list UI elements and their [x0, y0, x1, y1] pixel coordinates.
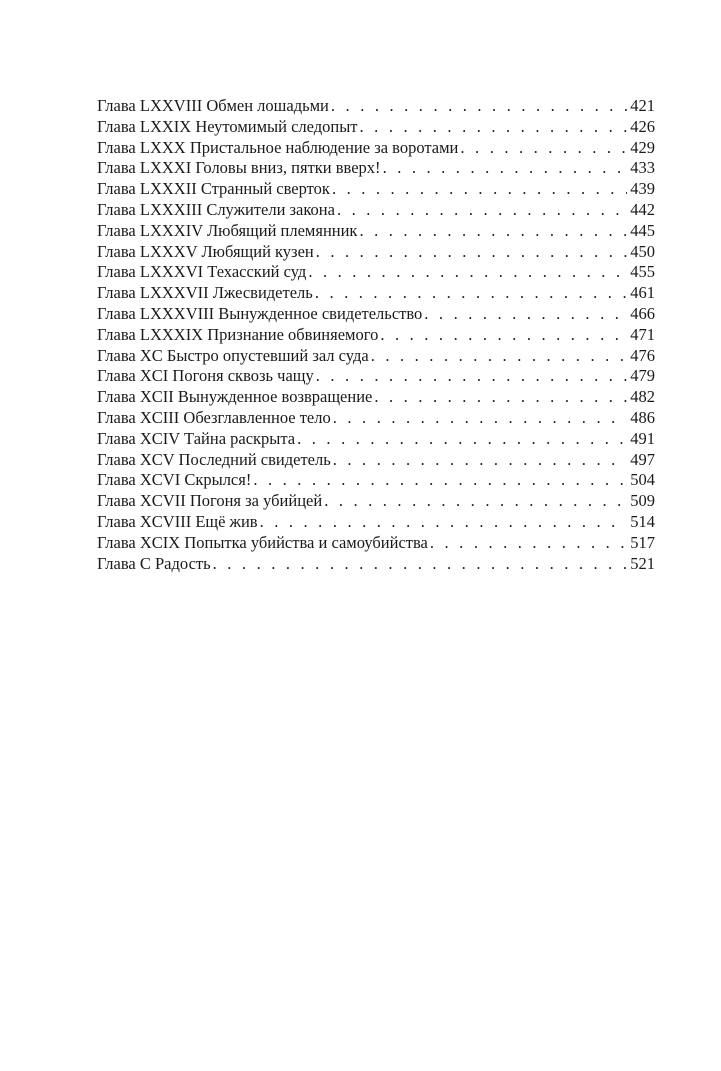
dot-leader — [333, 450, 628, 471]
toc-entry-page-number: 479 — [630, 366, 655, 386]
toc-entry — [97, 512, 655, 533]
dot-leader — [360, 117, 628, 138]
toc-entry-page-number: 497 — [630, 449, 655, 469]
toc-entry-title: Глава LXXXIII Служители закона — [97, 199, 335, 219]
toc-entry — [97, 179, 655, 200]
toc-entry-title: Глава XCIX Попытка убийства и самоубийства — [97, 532, 428, 552]
toc-entry-page-number: 433 — [630, 158, 655, 178]
dot-leader — [337, 200, 627, 221]
dot-leader — [333, 408, 628, 429]
dot-leader — [380, 325, 627, 346]
dot-leader — [383, 158, 628, 179]
toc-entry-title: Глава C Радость — [97, 553, 211, 573]
toc-entry — [97, 491, 655, 512]
dot-leader — [460, 138, 627, 159]
toc-entry-title: Глава XCVI Скрылся! — [97, 470, 252, 490]
toc-entry-title: Глава XC Быстро опустевший зал суда — [97, 345, 369, 365]
toc-entry — [97, 158, 655, 179]
toc-entry-page-number: 509 — [630, 491, 655, 511]
toc-entry — [97, 96, 655, 117]
dot-leader — [308, 262, 627, 283]
toc-entry — [97, 346, 655, 367]
toc-entry-title: Глава XCIV Тайна раскрыта — [97, 428, 296, 448]
toc-entry-page-number: 455 — [630, 262, 655, 282]
toc-entry — [97, 138, 655, 159]
toc-entry-page-number: 471 — [630, 324, 655, 344]
dot-leader — [213, 554, 628, 575]
dot-leader — [253, 470, 627, 491]
toc-entry-page-number: 476 — [630, 345, 655, 365]
toc-entry-title: Глава LXXIX Неутомимый следопыт — [97, 116, 358, 136]
dot-leader — [359, 221, 627, 242]
toc-entry — [97, 242, 655, 263]
table-of-contents — [97, 96, 655, 574]
toc-entry-page-number: 426 — [630, 116, 655, 136]
toc-entry-title: Глава LXXXV Любящий кузен — [97, 241, 314, 261]
toc-entry — [97, 533, 655, 554]
dot-leader — [260, 512, 628, 533]
dot-leader — [297, 429, 627, 450]
toc-entry-page-number: 442 — [630, 199, 655, 219]
toc-entry-page-number: 450 — [630, 241, 655, 261]
toc-entry-page-number: 482 — [630, 387, 655, 407]
toc-entry — [97, 283, 655, 304]
toc-entry — [97, 200, 655, 221]
toc-entry-page-number: 429 — [630, 137, 655, 157]
toc-entry — [97, 387, 655, 408]
toc-entry-page-number: 521 — [630, 553, 655, 573]
dot-leader — [331, 96, 627, 117]
toc-entry — [97, 429, 655, 450]
toc-entry — [97, 304, 655, 325]
toc-entry-title: Глава XCIII Обезглавленное тело — [97, 407, 331, 427]
toc-entry-page-number: 491 — [630, 428, 655, 448]
dot-leader — [374, 387, 627, 408]
dot-leader — [315, 283, 627, 304]
dot-leader — [316, 242, 628, 263]
toc-entry — [97, 325, 655, 346]
toc-entry-title: Глава LXXXII Странный сверток — [97, 179, 330, 199]
toc-entry — [97, 221, 655, 242]
toc-entry-page-number: 461 — [630, 283, 655, 303]
toc-entry — [97, 470, 655, 491]
toc-entry — [97, 408, 655, 429]
toc-entry-page-number: 466 — [630, 303, 655, 323]
toc-entry — [97, 366, 655, 387]
toc-entry-title: Глава LXXXIV Любящий племянник — [97, 220, 358, 240]
toc-entry-page-number: 439 — [630, 179, 655, 199]
toc-entry-title: Глава LXXXVII Лжесвидетель — [97, 283, 313, 303]
dot-leader — [371, 346, 628, 367]
toc-entry-title: Глава LXXXI Головы вниз, пятки вверх! — [97, 158, 381, 178]
toc-entry-page-number: 504 — [630, 470, 655, 490]
toc-entry-page-number: 445 — [630, 220, 655, 240]
toc-entry-page-number: 514 — [630, 511, 655, 531]
toc-entry-title: Глава LXXXVIII Вынужденное свидетельство — [97, 303, 423, 323]
toc-entry-title: Глава LXXX Пристальное наблюдение за воротами — [97, 137, 459, 157]
dot-leader — [424, 304, 627, 325]
dot-leader — [430, 533, 627, 554]
toc-entry-title: Глава LXXXVI Техасский суд — [97, 262, 307, 282]
toc-entry-page-number: 421 — [630, 96, 655, 115]
toc-entry-page-number: 486 — [630, 407, 655, 427]
toc-entry — [97, 262, 655, 283]
toc-entry-page-number: 517 — [630, 532, 655, 552]
toc-entry — [97, 450, 655, 471]
toc-entry-title: Глава LXXXIX Признание обвиняемого — [97, 324, 379, 344]
toc-entry-title: Глава XCVII Погоня за убийцей — [97, 491, 323, 511]
toc-entry — [97, 554, 655, 575]
toc-entry-title: Глава LXXVIII Обмен лошадьми — [97, 96, 329, 115]
toc-entry-title: Глава XCI Погоня сквозь чащу — [97, 366, 314, 386]
toc-entry-title: Глава XCV Последний свидетель — [97, 449, 331, 469]
toc-entry-title: Глава XCII Вынужденное возвращение — [97, 387, 373, 407]
toc-entry-title: Глава XCVIII Ещё жив — [97, 511, 258, 531]
dot-leader — [332, 179, 627, 200]
dot-leader — [324, 491, 627, 512]
dot-leader — [316, 366, 628, 387]
toc-entry — [97, 117, 655, 138]
